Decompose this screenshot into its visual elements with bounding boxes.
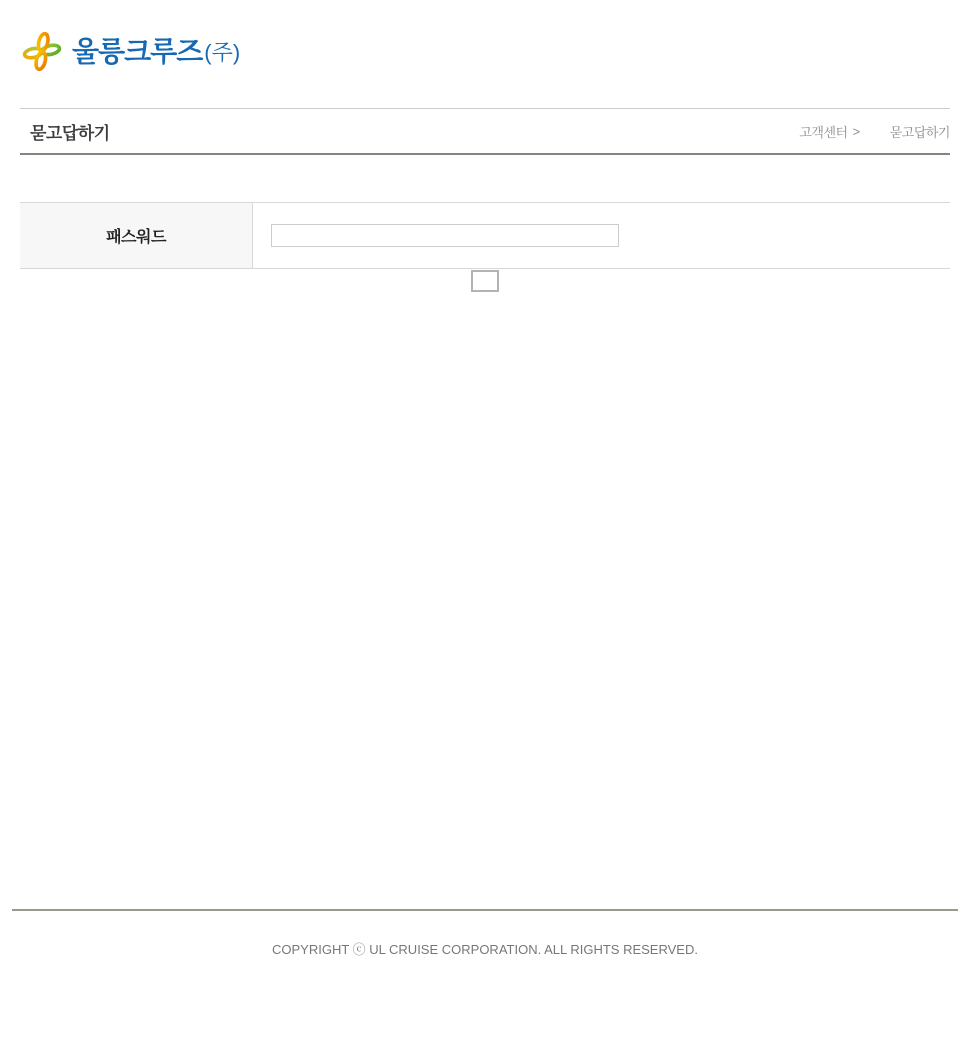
password-label: 패스워드 [106,229,166,246]
password-input-cell [253,203,950,268]
main-content [20,108,950,292]
submit-button[interactable] [471,270,499,292]
titlebar-bottom-divider [20,153,950,155]
breadcrumb-parent[interactable]: 고객센터 [799,124,848,140]
password-label-cell [20,203,253,268]
footer [12,909,958,959]
breadcrumb [799,122,950,141]
copyright-text: COPYRIGHT ⓒ UL CRUISE CORPORATION. ALL RIGHTS RESERVED. [272,942,698,957]
breadcrumb-current[interactable]: 묻고답하기 [889,124,950,140]
submit-row [20,269,950,292]
logo[interactable] [22,29,240,74]
password-input[interactable] [271,224,619,247]
logo-flower-icon [22,29,62,74]
logo-company-name: 울릉크루즈 [72,36,203,67]
password-form-table [20,202,950,269]
logo-company-suffix: (주) [204,40,241,65]
breadcrumb-separator: > [852,123,860,139]
titlebar [20,109,950,153]
header [0,0,970,74]
page-title: 묻고답하기 [30,123,110,143]
